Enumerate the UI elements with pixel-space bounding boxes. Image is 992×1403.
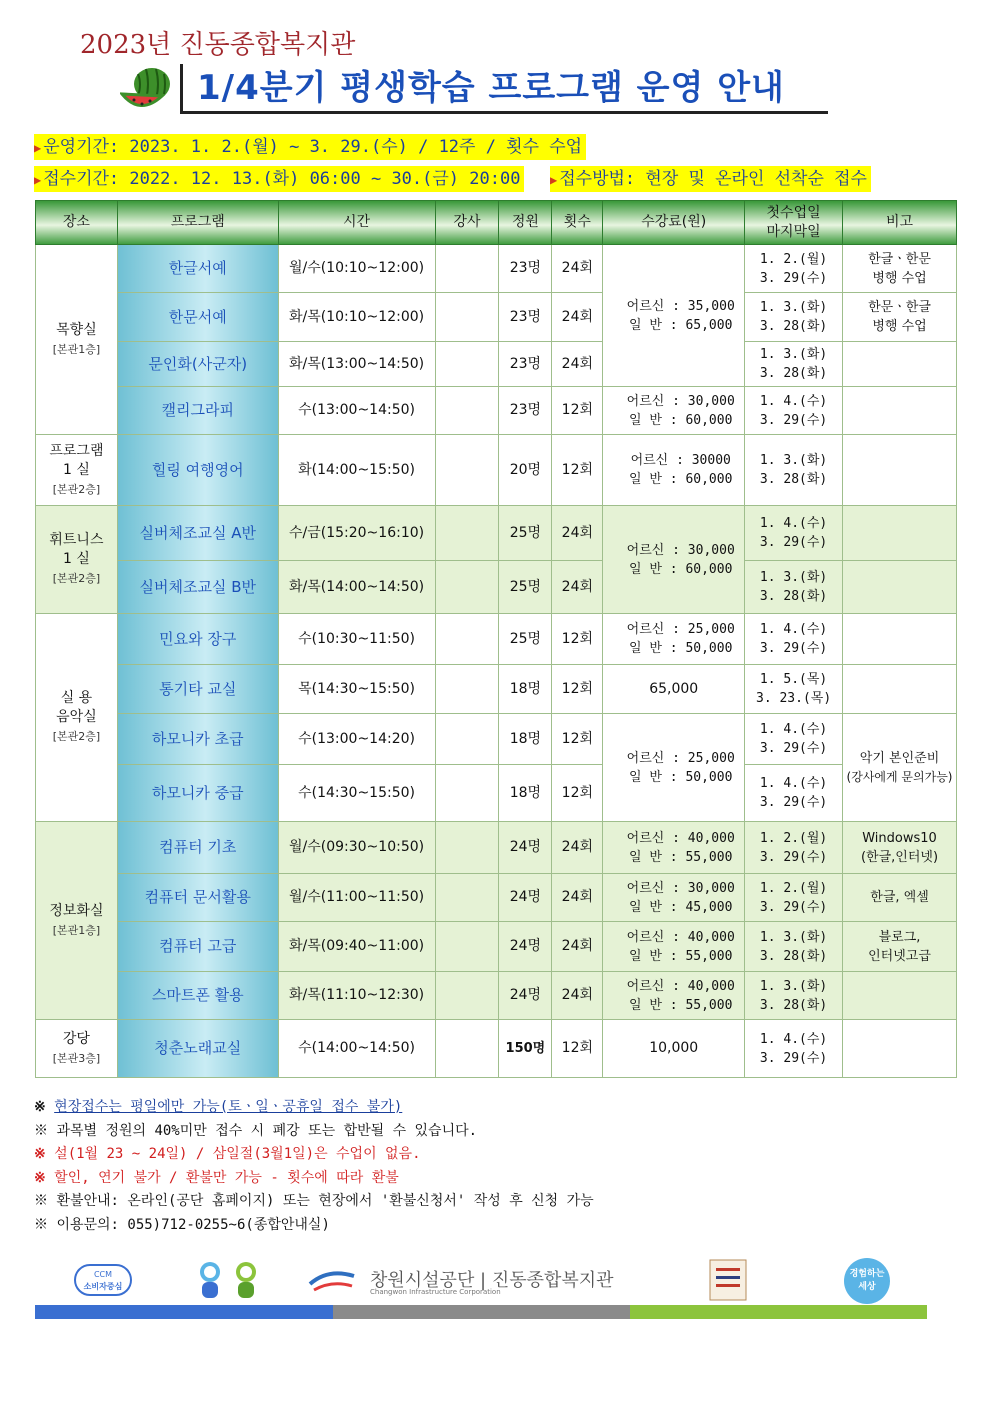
- slogan-logo: 경험하는 세상: [844, 1258, 890, 1304]
- time-cell: 수(10:30~11:50): [278, 614, 435, 665]
- note-cell: 악기 본인준비 (강사에게 문의가능): [843, 714, 957, 822]
- note-cell: 한글, 엑셀: [843, 874, 957, 922]
- fee-cell: 어르신 : 35,000 일 반 : 65,000: [603, 245, 745, 387]
- dates-cell: 1. 4.(수) 3. 29(수): [745, 1020, 843, 1078]
- table-row: [36, 714, 957, 765]
- dates-cell: 1. 3.(화) 3. 28(화): [745, 972, 843, 1020]
- count-cell: 24회: [552, 561, 603, 614]
- footer-bar-gray: [333, 1305, 630, 1319]
- notes-section: [34, 1096, 594, 1237]
- program-name: 한글서예: [117, 245, 278, 293]
- program-name: 컴퓨터 고급: [117, 922, 278, 972]
- note-line: ※ 할인, 연기 불가 / 환불만 가능 - 횟수에 따라 환불: [34, 1169, 399, 1186]
- time-cell: 화/목(13:00~14:50): [278, 342, 435, 387]
- teacher-cell: [435, 972, 499, 1020]
- watermelon-icon: [120, 64, 172, 114]
- table-row: [36, 874, 957, 922]
- capacity-cell: 24명: [499, 874, 552, 922]
- count-cell: 24회: [552, 342, 603, 387]
- program-name: 민요와 장구: [117, 614, 278, 665]
- time-cell: 화(14:00~15:50): [278, 435, 435, 506]
- count-cell: 24회: [552, 822, 603, 874]
- table-row: [36, 293, 957, 342]
- teacher-cell: [435, 435, 499, 506]
- note-cell: [843, 387, 957, 435]
- header-capacity: 정원: [499, 201, 552, 245]
- header-program: 프로그램: [117, 201, 278, 245]
- org-logo-text: 창원시설공단 | 진동종합복지관: [370, 1270, 614, 1291]
- table-row: [36, 561, 957, 614]
- program-name: 스마트폰 활용: [117, 972, 278, 1020]
- count-cell: 12회: [552, 387, 603, 435]
- program-name: 통기타 교실: [117, 665, 278, 714]
- time-cell: 수(14:00~14:50): [278, 1020, 435, 1078]
- note-line: ※ 현장접수는 평일에만 가능(토ㆍ일ㆍ공휴일 접수 불가): [34, 1099, 403, 1115]
- place-cell: 정보화실 [본관1층]: [36, 822, 118, 1020]
- triangle-right-icon: ▶: [34, 173, 42, 187]
- ccm-logo: CCM 소비자중심: [74, 1264, 132, 1296]
- teacher-cell: [435, 387, 499, 435]
- capacity-cell: 18명: [499, 714, 552, 765]
- fee-cell: 어르신 : 30,000 일 반 : 60,000: [603, 506, 745, 614]
- count-cell: 24회: [552, 506, 603, 561]
- footer-bar-green: [630, 1305, 927, 1319]
- teacher-cell: [435, 614, 499, 665]
- fee-cell: 어르신 : 40,000 일 반 : 55,000: [603, 922, 745, 972]
- header-count: 횟수: [552, 201, 603, 245]
- emblem-icon: [708, 1258, 748, 1302]
- teacher-cell: [435, 922, 499, 972]
- table-row: [36, 435, 957, 506]
- table-row: [36, 506, 957, 561]
- fee-cell: 어르신 : 25,000 일 반 : 50,000: [603, 714, 745, 822]
- count-cell: 12회: [552, 765, 603, 822]
- table-row: [36, 665, 957, 714]
- capacity-cell: 18명: [499, 765, 552, 822]
- table-row: [36, 922, 957, 972]
- capacity-cell: 25명: [499, 506, 552, 561]
- time-cell: 월/수(09:30~10:50): [278, 822, 435, 874]
- time-cell: 월/수(10:10~12:00): [278, 245, 435, 293]
- reception-method: ▶ 접수방법: 현장 및 온라인 선착순 접수: [550, 166, 871, 192]
- time-cell: 화/목(11:10~12:30): [278, 972, 435, 1020]
- capacity-cell: 25명: [499, 561, 552, 614]
- fee-cell: 어르신 : 30000 일 반 : 60,000: [603, 435, 745, 506]
- program-name: 하모니카 초급: [117, 714, 278, 765]
- fee-cell: 65,000: [603, 665, 745, 714]
- dates-cell: 1. 5.(목) 3. 23.(목): [745, 665, 843, 714]
- header-fee: 수강료(원): [603, 201, 745, 245]
- teacher-cell: [435, 874, 499, 922]
- time-cell: 목(14:30~15:50): [278, 665, 435, 714]
- dates-cell: 1. 2.(월) 3. 29(수): [745, 874, 843, 922]
- time-cell: 수/금(15:20~16:10): [278, 506, 435, 561]
- count-cell: 12회: [552, 665, 603, 714]
- count-cell: 24회: [552, 922, 603, 972]
- dates-cell: 1. 2.(월) 3. 29(수): [745, 822, 843, 874]
- note-cell: [843, 614, 957, 665]
- changwon-swoosh-icon: [308, 1266, 358, 1296]
- place-cell: 실 용 음악실 [본관2층]: [36, 614, 118, 822]
- table-row: [36, 614, 957, 665]
- note-line: ※ 과목별 정원의 40%미만 접수 시 폐강 또는 합반될 수 있습니다.: [34, 1122, 478, 1139]
- capacity-cell: 24명: [499, 922, 552, 972]
- time-cell: 수(13:00~14:50): [278, 387, 435, 435]
- dates-cell: 1. 2.(월) 3. 29(수): [745, 245, 843, 293]
- place-cell: 휘트니스 1 실 [본관2층]: [36, 506, 118, 614]
- time-cell: 화/목(09:40~11:00): [278, 922, 435, 972]
- program-name: 캘리그라피: [117, 387, 278, 435]
- time-cell: 수(13:00~14:20): [278, 714, 435, 765]
- capacity-cell: 23명: [499, 293, 552, 342]
- dates-cell: 1. 3.(화) 3. 28(화): [745, 922, 843, 972]
- program-table: [35, 200, 957, 1078]
- capacity-cell: 20명: [499, 435, 552, 506]
- table-row: [36, 972, 957, 1020]
- program-name: 컴퓨터 문서활용: [117, 874, 278, 922]
- note-cell: [843, 1020, 957, 1078]
- capacity-cell: 23명: [499, 387, 552, 435]
- count-cell: 12회: [552, 714, 603, 765]
- table-row: [36, 765, 957, 822]
- program-name: 힐링 여행영어: [117, 435, 278, 506]
- fee-cell: 10,000: [603, 1020, 745, 1078]
- teacher-cell: [435, 245, 499, 293]
- note-line: ※ 이용문의: 055)712-0255~6(종합안내실): [34, 1216, 330, 1233]
- dates-cell: 1. 4.(수) 3. 29(수): [745, 714, 843, 765]
- teacher-cell: [435, 506, 499, 561]
- capacity-cell: 24명: [499, 822, 552, 874]
- fee-cell: 어르신 : 40,000 일 반 : 55,000: [603, 972, 745, 1020]
- org-year-title: 2023년 진동종합복지관: [80, 30, 356, 60]
- dates-cell: 1. 3.(화) 3. 28(화): [745, 293, 843, 342]
- program-name: 컴퓨터 기초: [117, 822, 278, 874]
- program-name: 청춘노래교실: [117, 1020, 278, 1078]
- dates-cell: 1. 3.(화) 3. 28(화): [745, 342, 843, 387]
- footer-logos: [60, 1258, 940, 1304]
- note-cell: 한글ㆍ한문 병행 수업: [843, 245, 957, 293]
- note-cell: [843, 972, 957, 1020]
- table-row: [36, 342, 957, 387]
- count-cell: 12회: [552, 614, 603, 665]
- capacity-cell: 18명: [499, 665, 552, 714]
- operation-period: ▶ 운영기간: 2023. 1. 2.(월) ~ 3. 29.(수) / 12주 / 횟수 수업: [34, 134, 586, 160]
- fee-cell: 어르신 : 40,000 일 반 : 55,000: [603, 822, 745, 874]
- dates-cell: 1. 3.(화) 3. 28(화): [745, 561, 843, 614]
- note-cell: [843, 342, 957, 387]
- note-cell: [843, 506, 957, 561]
- triangle-right-icon: ▶: [550, 173, 558, 187]
- program-name: 하모니카 중급: [117, 765, 278, 822]
- table-row: [36, 245, 957, 293]
- teacher-cell: [435, 342, 499, 387]
- note-cell: [843, 665, 957, 714]
- capacity-cell: 150명: [499, 1020, 552, 1078]
- fee-cell: 어르신 : 25,000 일 반 : 50,000: [603, 614, 745, 665]
- header-dates: 첫수업일 마지막일: [745, 201, 843, 245]
- time-cell: 월/수(11:00~11:50): [278, 874, 435, 922]
- teacher-cell: [435, 561, 499, 614]
- mascot-icon: [190, 1258, 270, 1304]
- table-row: [36, 387, 957, 435]
- program-name: 한문서예: [117, 293, 278, 342]
- teacher-cell: [435, 293, 499, 342]
- table-row: [36, 822, 957, 874]
- count-cell: 24회: [552, 245, 603, 293]
- place-cell: 목향실 [본관1층]: [36, 245, 118, 435]
- note-cell: 한문ㆍ한글 병행 수업: [843, 293, 957, 342]
- reception-period: ▶ 접수기간: 2022. 12. 13.(화) 06:00 ~ 30.(금) 20:00: [34, 166, 524, 192]
- note-cell: Windows10 (한글,인터넷): [843, 822, 957, 874]
- header-time: 시간: [278, 201, 435, 245]
- table-header-row: [36, 201, 957, 245]
- dates-cell: 1. 4.(수) 3. 29(수): [745, 765, 843, 822]
- table-row: [36, 1020, 957, 1078]
- dates-cell: 1. 4.(수) 3. 29(수): [745, 506, 843, 561]
- dates-cell: 1. 4.(수) 3. 29(수): [745, 387, 843, 435]
- time-cell: 화/목(10:10~12:00): [278, 293, 435, 342]
- teacher-cell: [435, 665, 499, 714]
- header-place: 장소: [36, 201, 118, 245]
- note-cell: [843, 435, 957, 506]
- count-cell: 12회: [552, 435, 603, 506]
- note-cell: [843, 561, 957, 614]
- fee-cell: 어르신 : 30,000 일 반 : 60,000: [603, 387, 745, 435]
- capacity-cell: 24명: [499, 972, 552, 1020]
- teacher-cell: [435, 714, 499, 765]
- count-cell: 24회: [552, 293, 603, 342]
- count-cell: 12회: [552, 1020, 603, 1078]
- header-note: 비고: [843, 201, 957, 245]
- program-name: 실버체조교실 B반: [117, 561, 278, 614]
- dates-cell: 1. 4.(수) 3. 29(수): [745, 614, 843, 665]
- place-cell: 강당 [본관3층]: [36, 1020, 118, 1078]
- place-cell: 프로그램 1 실 [본관2층]: [36, 435, 118, 506]
- count-cell: 24회: [552, 972, 603, 1020]
- note-cell: 블로그, 인터넷고급: [843, 922, 957, 972]
- title-row: [120, 64, 840, 116]
- note-line: ※ 환불안내: 온라인(공단 홈페이지) 또는 현장에서 '환불신청서' 작성 후 신청 가능: [34, 1193, 594, 1209]
- teacher-cell: [435, 1020, 499, 1078]
- count-cell: 24회: [552, 874, 603, 922]
- dates-cell: 1. 3.(화) 3. 28(화): [745, 435, 843, 506]
- org-logo-english: Changwon Infrastructure Corporation: [370, 1288, 501, 1296]
- teacher-cell: [435, 822, 499, 874]
- header-teacher: 강사: [435, 201, 499, 245]
- time-cell: 화/목(14:00~14:50): [278, 561, 435, 614]
- capacity-cell: 25명: [499, 614, 552, 665]
- teacher-cell: [435, 765, 499, 822]
- note-line: ※ 설(1월 23 ~ 24일) / 삼일절(3월1일)은 수업이 없음.: [34, 1146, 421, 1162]
- footer-bar-blue: [35, 1305, 333, 1319]
- program-name: 문인화(사군자): [117, 342, 278, 387]
- triangle-right-icon: ▶: [34, 141, 42, 155]
- capacity-cell: 23명: [499, 342, 552, 387]
- time-cell: 수(14:30~15:50): [278, 765, 435, 822]
- program-name: 실버체조교실 A반: [117, 506, 278, 561]
- page-title: 1/4분기 평생학습 프로그램 운영 안내: [180, 64, 828, 114]
- capacity-cell: 23명: [499, 245, 552, 293]
- fee-cell: 어르신 : 30,000 일 반 : 45,000: [603, 874, 745, 922]
